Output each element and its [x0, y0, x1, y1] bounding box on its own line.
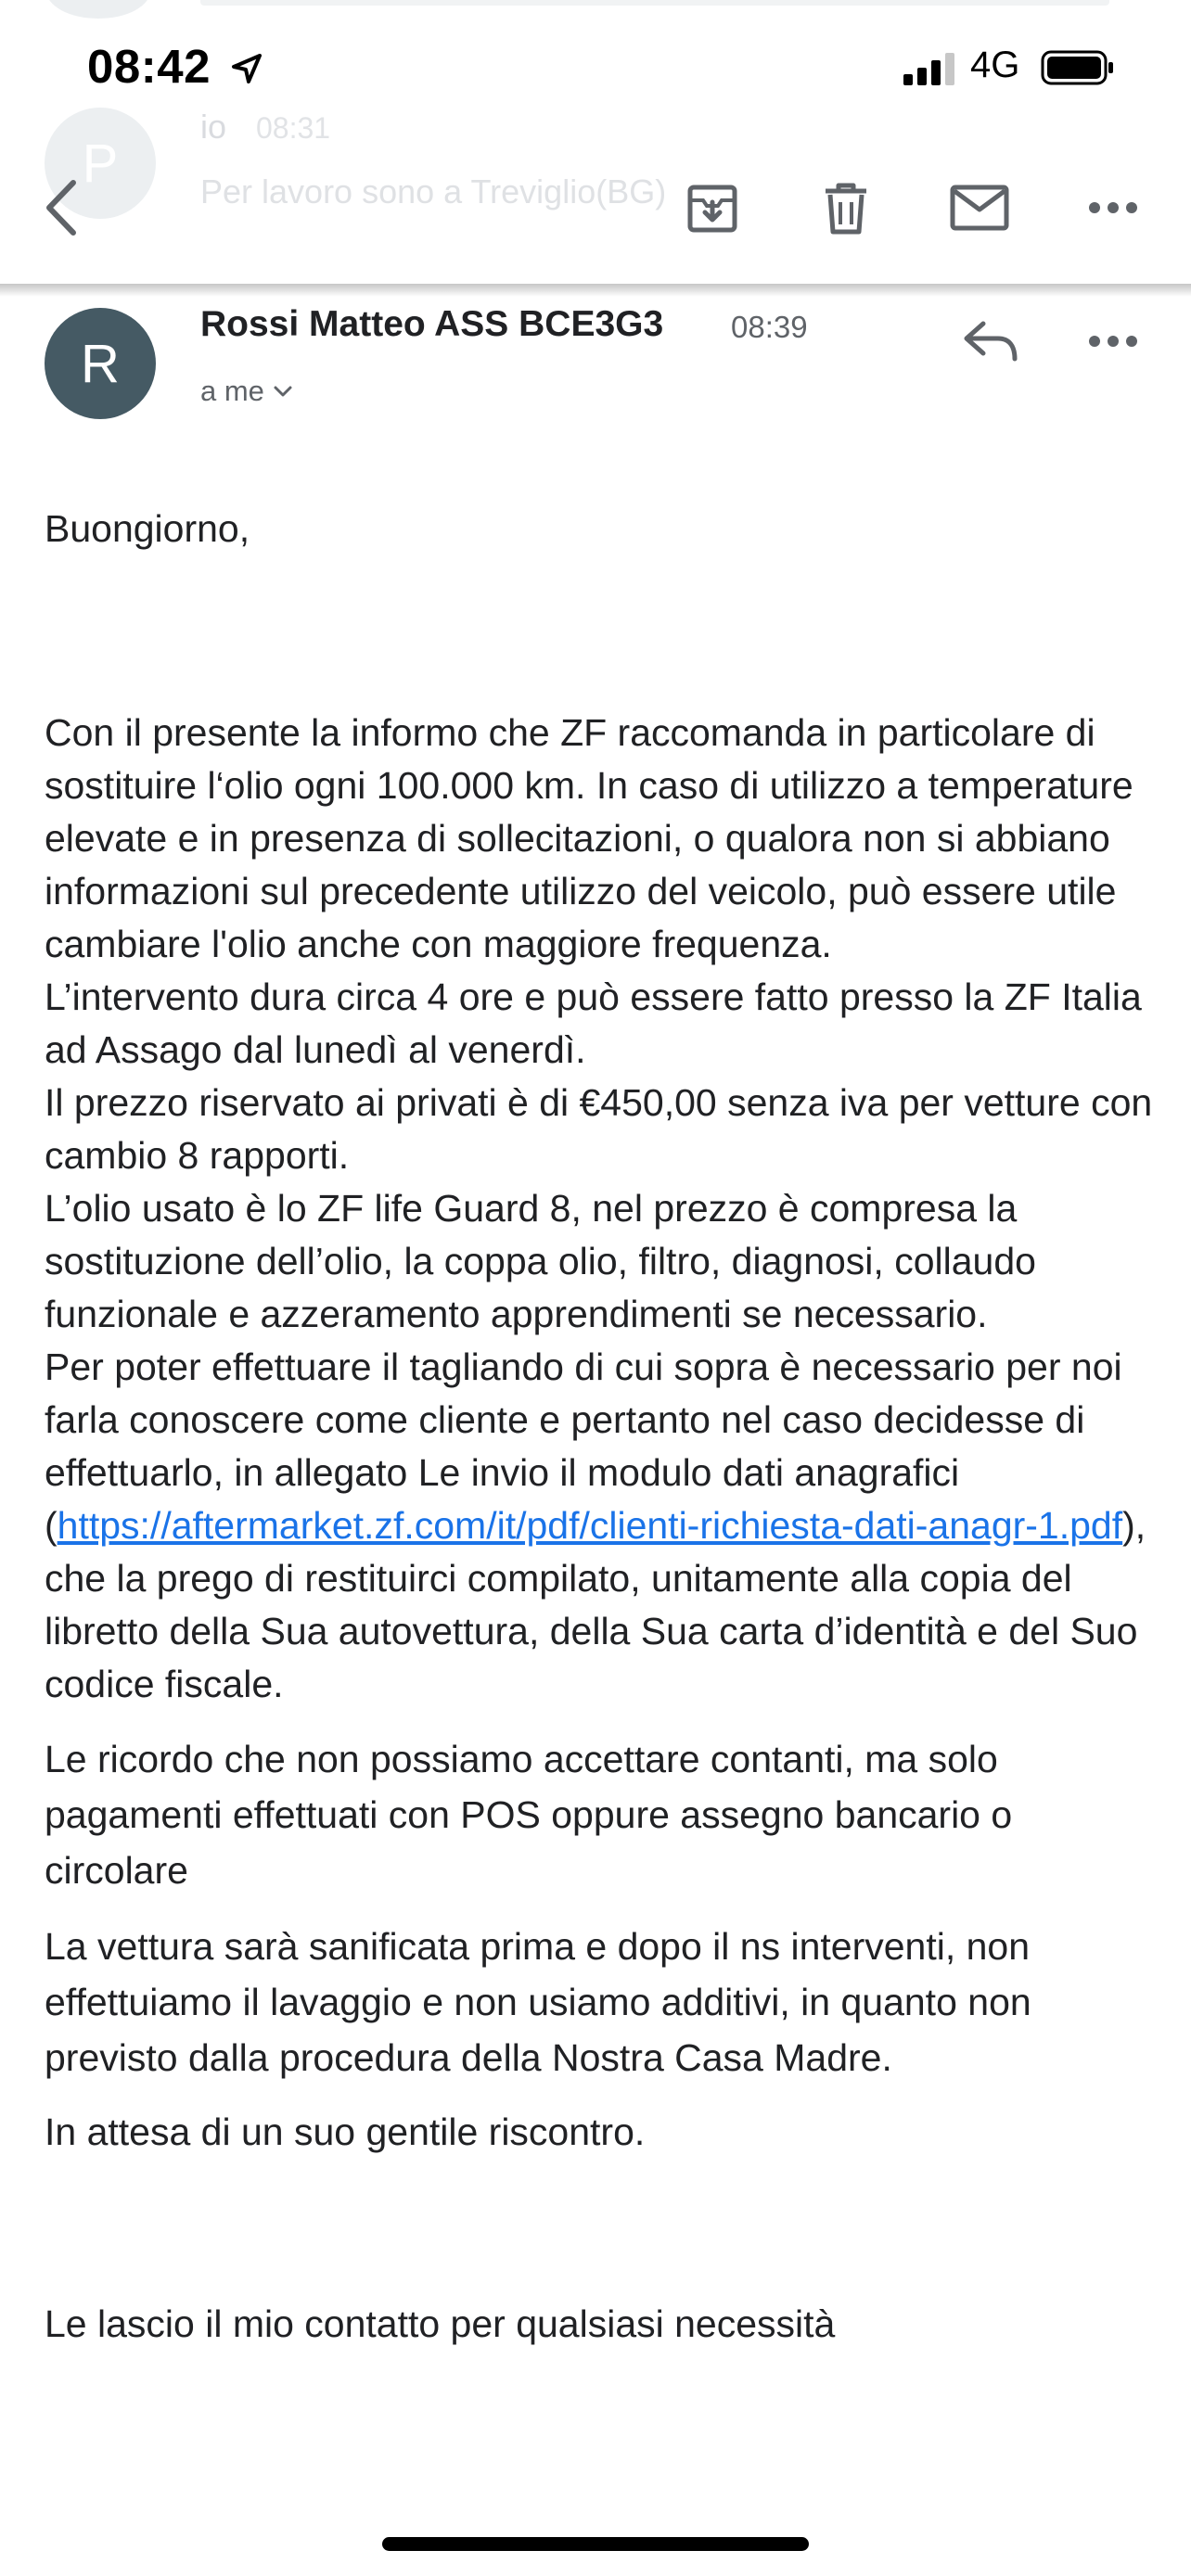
delete-button[interactable]	[809, 172, 883, 247]
trash-icon	[816, 178, 876, 242]
body-paragraph: Le ricordo che non possiamo accettare contanti, ma solo pagamenti effettuati con POS oppure assegno bancario o circolare	[45, 1738, 1013, 1892]
body-paragraph: Con il presente la informo che ZF raccomanda in particolare di sostituire l‘olio ogni 100.000 km. In caso di utilizzo a temperature elevate e in presenza di sollecitazioni, o qualora non si abbiano informazioni sul precedente utilizzo del veicolo, può essere utile cambiare l'olio anche con maggiore frequenza.	[45, 711, 1133, 965]
back-arrow-icon	[38, 175, 84, 245]
toolbar-more-button[interactable]	[1076, 172, 1150, 247]
pdf-link[interactable]: https://aftermarket.zf.com/it/pdf/clienti-richiesta-dati-anagr-1.pdf	[57, 1504, 1123, 1547]
recipient-details-toggle[interactable]	[200, 375, 294, 408]
body-paragraph: L’olio usato è lo ZF life Guard 8, nel prezzo è compresa la sostituzione dell’olio, la coppa olio, filtro, diagnosi, collaudo funzionale e azzeramento apprendimenti se necessario.	[45, 1187, 1036, 1335]
more-horizontal-icon	[1087, 334, 1139, 353]
body-paragraph	[45, 1341, 1158, 1711]
body-paragraph: Le lascio il mio contatto per qualsiasi necessità	[45, 2302, 836, 2345]
previous-avatar: P	[45, 108, 156, 219]
network-type: 4G	[970, 45, 1020, 85]
back-button[interactable]	[24, 172, 98, 247]
location-arrow-icon	[228, 50, 265, 87]
body-paragraph: Il prezzo riservato ai privati è di €450,00 senza iva per vetture con cambio 8 rapporti.	[45, 1081, 1153, 1177]
greeting: Buongiorno,	[45, 507, 250, 550]
message-body	[45, 503, 1158, 2351]
recipient-label: a me	[200, 375, 264, 407]
sender-avatar[interactable]: R	[45, 308, 156, 419]
archive-icon	[683, 178, 742, 242]
chevron-down-icon	[272, 375, 294, 408]
previous-sender: io	[200, 108, 227, 146]
reply-icon	[961, 318, 1020, 369]
status-time: 08:42	[87, 40, 211, 93]
body-paragraph: In attesa di un suo gentile riscontro.	[45, 2111, 646, 2153]
blank-space	[45, 555, 1158, 707]
body-paragraph: La vettura sarà sanificata prima e dopo il ns interventi, non effettuiamo il lavaggio e non usiamo additivi, in quanto non previsto dalla procedura della Nostra Casa Madre.	[45, 1925, 1031, 2079]
status-bar	[0, 0, 1191, 130]
signal-bars-icon	[902, 52, 959, 85]
archive-button[interactable]	[675, 172, 749, 247]
mail-icon	[949, 182, 1010, 238]
reply-button[interactable]	[954, 306, 1028, 380]
mark-unread-button[interactable]	[942, 172, 1017, 247]
paragraph-text: ), che la prego di restituirci compilato, unitamente alla copia del libretto della Sua autovettura, della Sua carta d’identità e del Suo codice fiscale.	[45, 1504, 1146, 1705]
previous-snippet: Per lavoro sono a Treviglio(BG)	[200, 172, 667, 210]
message-toolbar	[0, 139, 1191, 278]
sender-name: Rossi Matteo ASS BCE3G3	[200, 304, 664, 344]
home-indicator[interactable]	[382, 2537, 809, 2551]
toolbar-shadow	[0, 284, 1191, 297]
paragraph-text: Per poter effettuare il tagliando di cui sopra è necessario per noi farla conoscere come cliente e pertanto nel caso decidesse di effettuarlo, in allegato Le invio il modulo dati anagrafici (	[45, 1345, 1122, 1547]
battery-icon	[1041, 48, 1115, 87]
previous-time: 08:31	[256, 111, 331, 145]
message-time: 08:39	[731, 310, 808, 344]
more-horizontal-icon	[1087, 200, 1139, 220]
message-more-button[interactable]	[1076, 306, 1150, 380]
body-paragraph: L’intervento dura circa 4 ore e può essere fatto presso la ZF Italia ad Assago dal lunedì al venerdì.	[45, 976, 1142, 1071]
